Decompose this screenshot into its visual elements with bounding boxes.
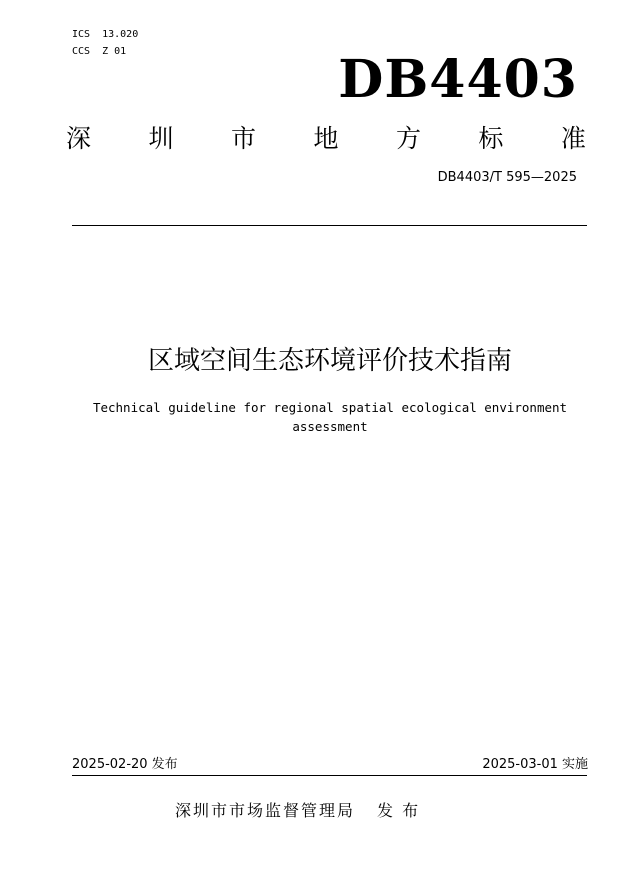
ccs-code: CCS Z 01 (72, 46, 127, 57)
publisher-suffix: 发 布 (377, 801, 421, 820)
footer-divider (72, 775, 587, 776)
standard-type-char: 地 (313, 124, 339, 153)
standard-type-char: 市 (230, 124, 256, 153)
standard-type-char: 圳 (148, 124, 174, 153)
implementation-date: 2025-03-01 实施 (482, 757, 588, 772)
header-divider (72, 225, 587, 226)
ics-code: ICS 13.020 (72, 29, 139, 40)
standard-type-heading (66, 119, 586, 155)
document-title-english: Technical guideline for regional spatial ecological environment assessment (92, 400, 568, 434)
issue-date: 2025-02-20 发布 (72, 757, 178, 772)
publisher-line (175, 800, 420, 822)
standard-number: DB4403/T 595—2025 (437, 170, 577, 185)
standard-type-char: 深 (66, 124, 92, 153)
standard-type-char: 准 (560, 124, 586, 153)
standard-type-char: 方 (395, 124, 421, 153)
publisher-name: 深圳市市场监督管理局 (175, 801, 356, 820)
standard-type-char: 标 (478, 124, 504, 153)
standard-logo: DB4403 (338, 49, 578, 110)
document-title-chinese: 区域空间生态环境评价技术指南 (147, 346, 512, 376)
